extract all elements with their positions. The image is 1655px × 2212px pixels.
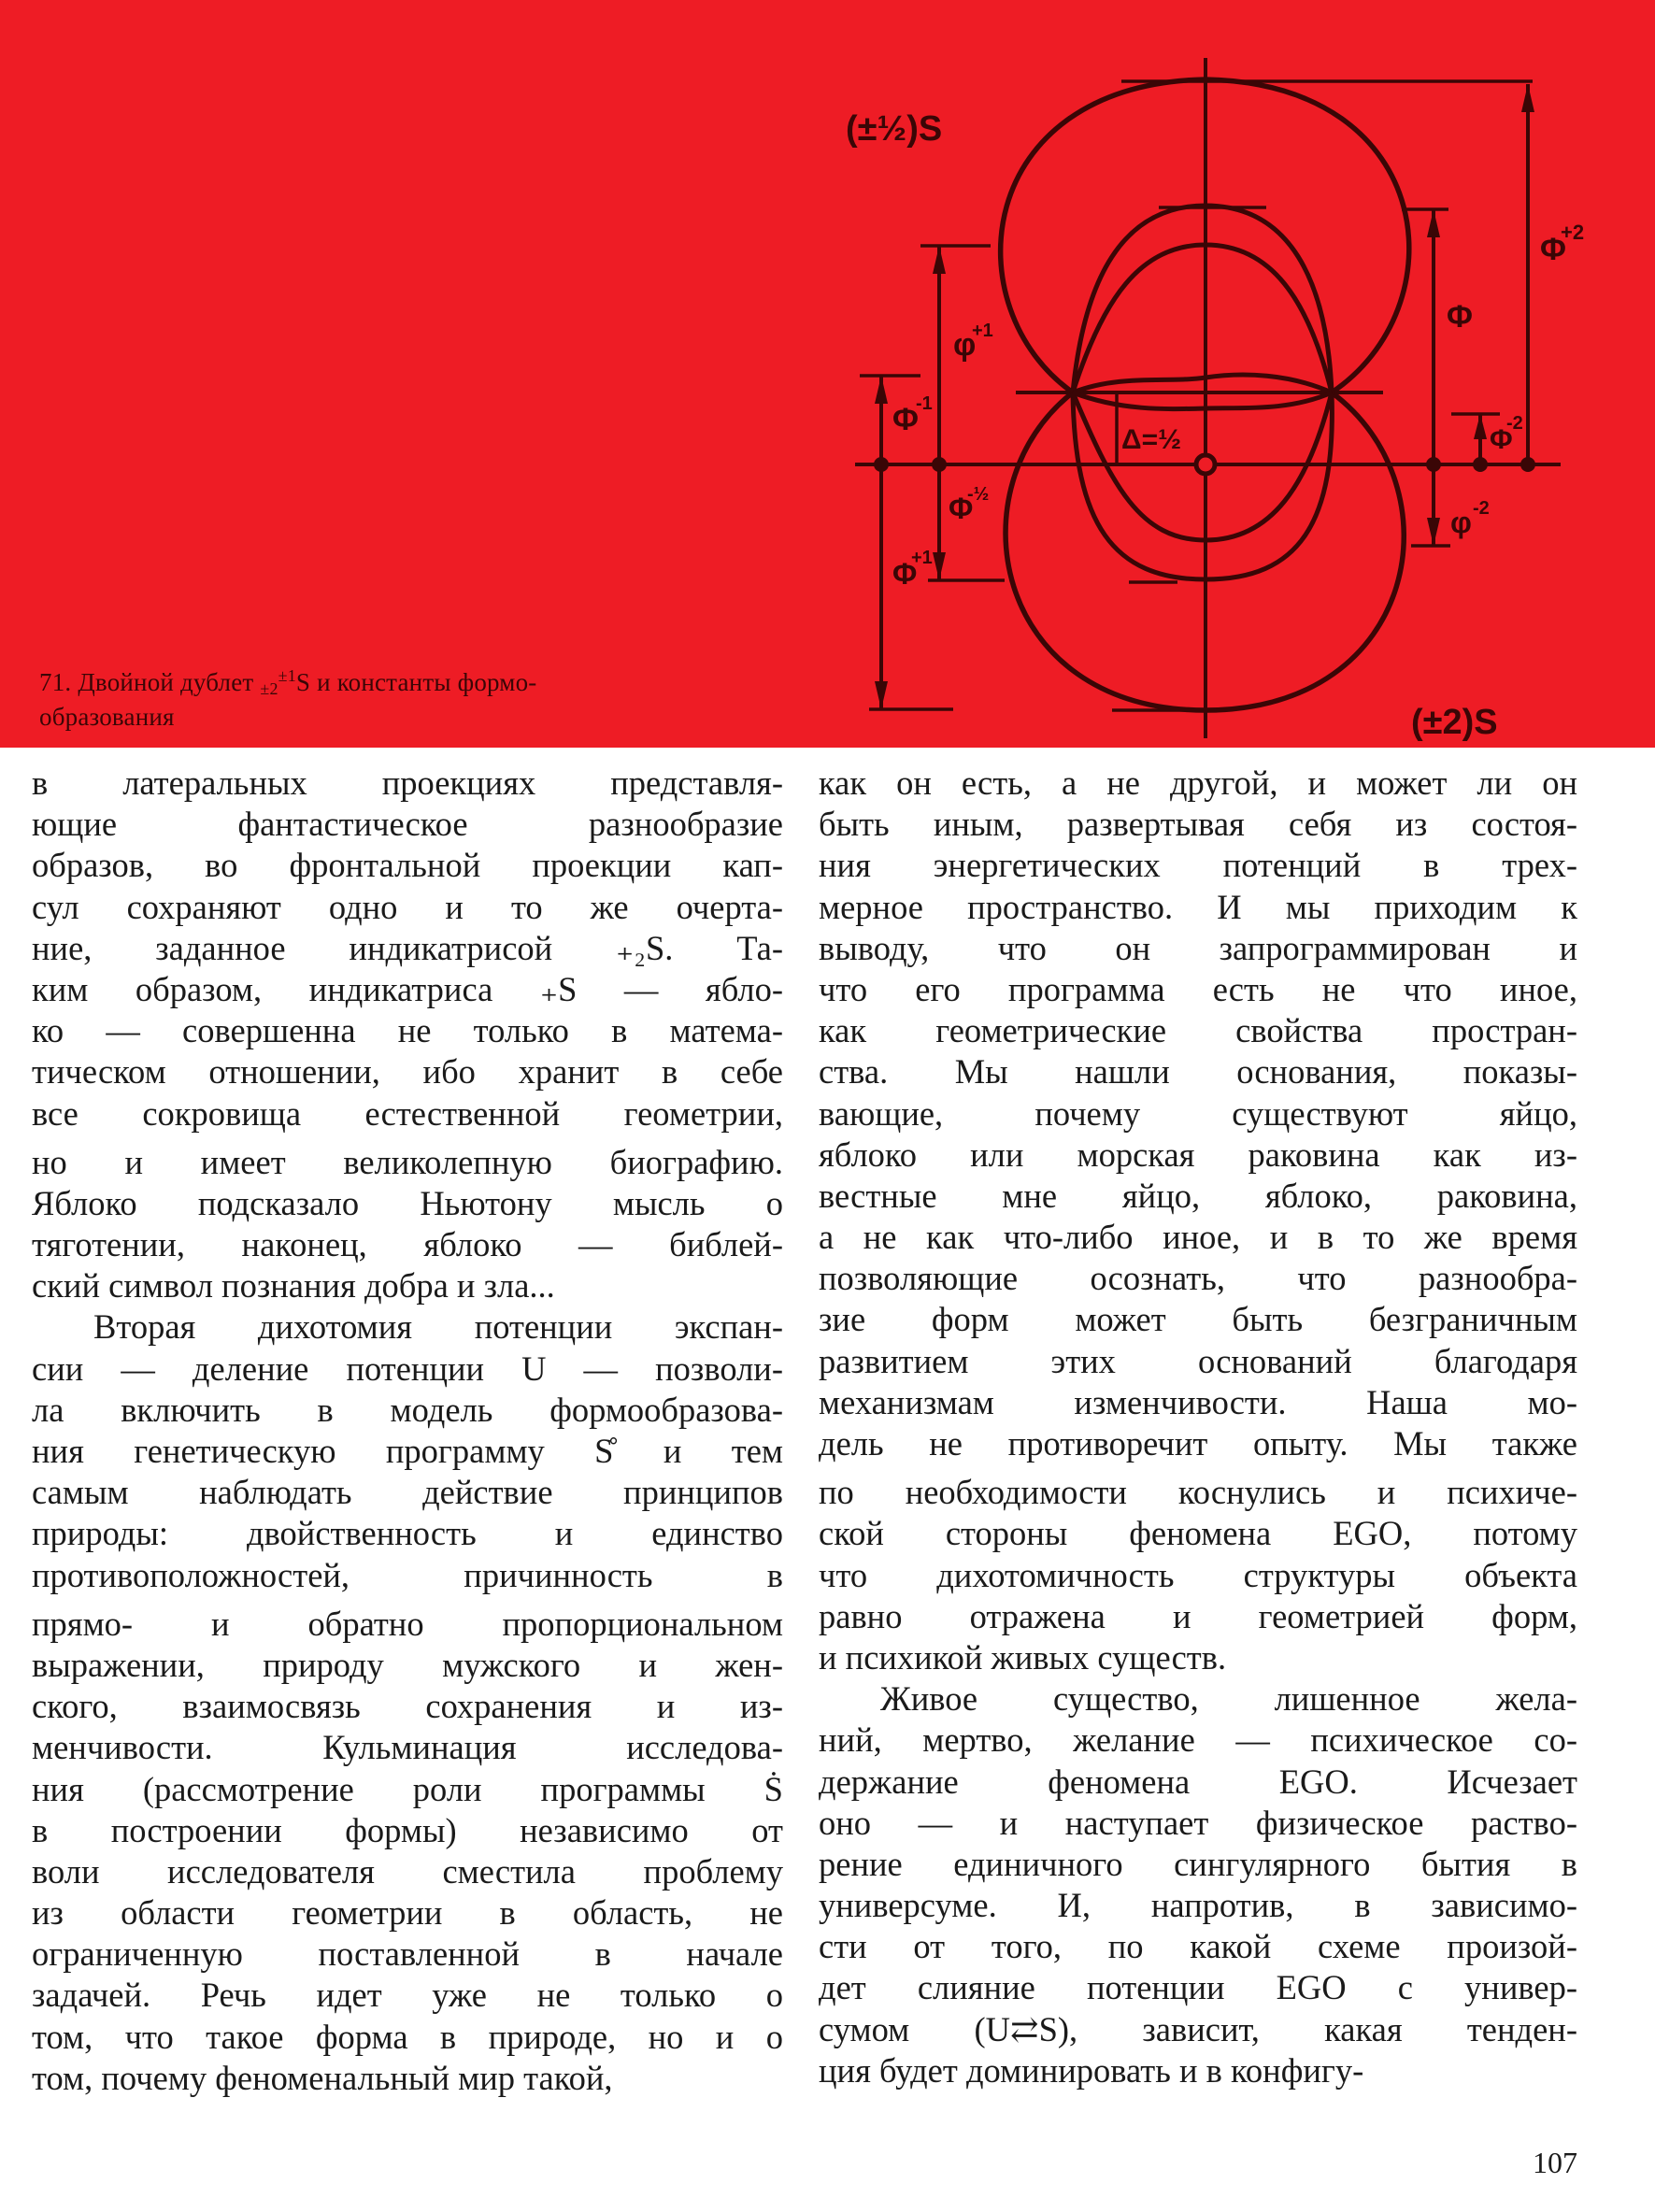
label-half-s: (±½)S xyxy=(846,109,943,149)
text-line: прямо- и обратно пропорциональном xyxy=(32,1604,783,1643)
center-point xyxy=(1196,455,1215,474)
label-phi-plus1-lower: Φ xyxy=(892,557,918,591)
arrow-down-icon xyxy=(875,681,888,709)
wavy-band-lower xyxy=(1073,392,1332,409)
text-line: а не как что-либо иное, и в то же время xyxy=(819,1218,1577,1257)
doublet-diagram xyxy=(0,0,1655,748)
text-line: что дихотомичность структуры объекта xyxy=(819,1555,1577,1594)
text-line: Вторая дихотомия потенции экспан- xyxy=(93,1307,783,1347)
text-line: универсуме. И, напротив, в зависимо- xyxy=(819,1886,1577,1925)
text-line: механизмам изменчивости. Наша мо- xyxy=(819,1382,1577,1421)
label-two-s: (±2)S xyxy=(1411,703,1498,742)
label-phi-minus1: Φ xyxy=(892,402,919,437)
text-line: ющие фантастическое разнообразие xyxy=(32,805,783,844)
text-line: противоположностей, причинность в xyxy=(32,1555,783,1594)
text-line: равно отражена и геометрией форм, xyxy=(819,1596,1577,1635)
text-line: Яблоко подсказало Ньютону мысль о xyxy=(32,1183,783,1222)
text-line: сул сохраняют одно и то же очерта- xyxy=(32,887,783,926)
text-line: развитием этих оснований благодаря xyxy=(819,1341,1577,1380)
caption-formula-sup: ±1 xyxy=(278,666,296,685)
text-line: ний, мертво, желание — психическое со- xyxy=(819,1720,1577,1760)
text-line: природы: двойственность и единство xyxy=(32,1514,783,1553)
caption-line2: образования xyxy=(39,703,175,731)
text-line: ской стороны феномена EGO, потому xyxy=(819,1514,1577,1553)
caption-formula-sub: ±2 xyxy=(260,679,278,698)
text-line: вестные мне яйцо, яблоко, раковина, xyxy=(819,1176,1577,1215)
arrow-up-icon xyxy=(1521,84,1534,112)
label-phi-minus2-lower: φ xyxy=(1450,506,1472,539)
text-line: ко — совершенна не только в матема- xyxy=(32,1011,783,1050)
axis-dot xyxy=(1520,457,1535,472)
wavy-band-upper xyxy=(1073,375,1332,392)
axis-dot xyxy=(1473,457,1488,472)
text-line: сии — деление потенции U — позволи- xyxy=(32,1349,783,1388)
text-line: держание феномена EGO. Исчезает xyxy=(819,1762,1577,1801)
text-line: вающие, почему существуют яйцо, xyxy=(819,1093,1577,1133)
text-line: самым наблюдать действие принципов xyxy=(32,1473,783,1512)
label-phi-minus-half: Φ xyxy=(949,492,974,525)
text-line: образов, во фронтальной проекции кап- xyxy=(32,846,783,885)
text-line: ция будет доминировать и в конфигу- xyxy=(819,2050,1364,2090)
arrow-up-icon xyxy=(875,376,888,404)
left-text-column xyxy=(32,763,783,2099)
arrow-down-icon xyxy=(1427,518,1440,546)
label-phi-minus1-exp: -1 xyxy=(916,393,933,414)
text-line: ограниченную поставленной в начале xyxy=(32,1934,783,1974)
text-line: в латеральных проекциях представля- xyxy=(32,763,783,802)
caption-formula-base: S xyxy=(295,668,311,696)
text-line: как он есть, а не другой, и может ли он xyxy=(819,763,1577,802)
text-line: мерное пространство. И мы приходим к xyxy=(819,887,1577,926)
label-phi-minus-half-exp: -½ xyxy=(967,484,990,505)
text-line: воли исследователя сместила проблему xyxy=(32,1851,783,1891)
label-phi-plus1-lower-exp: +1 xyxy=(911,548,933,568)
text-line: по необходимости коснулись и психиче- xyxy=(819,1473,1577,1512)
caption-text-after: и константы формо- xyxy=(317,668,537,696)
figure-panel xyxy=(0,0,1655,748)
text-line: дет слияние потенции EGO с универ- xyxy=(819,1968,1577,2007)
text-line: Живое существо, лишенное жела- xyxy=(880,1679,1577,1719)
text-line: задачей. Речь идет уже не только о xyxy=(32,1976,783,2015)
text-line: том, что такое форма в природе, но и о xyxy=(32,2017,783,2056)
text-line: ния генетическую программу S̊ и тем xyxy=(32,1432,783,1470)
right-text-column xyxy=(819,763,1577,2091)
text-line: оно — и наступает физическое раство- xyxy=(819,1803,1577,1842)
text-line: зие форм может быть безграничным xyxy=(819,1300,1577,1339)
label-phi-minus2-upper: Φ xyxy=(1490,424,1513,455)
text-line: выражении, природу мужского и жен- xyxy=(32,1645,783,1684)
text-line: том, почему феноменальный мир такой, xyxy=(32,2058,613,2097)
text-line: все сокровища естественной геометрии, xyxy=(32,1093,783,1133)
caption-number: 71. xyxy=(39,668,72,696)
text-line: как геометрические свойства простран- xyxy=(819,1011,1577,1050)
text-line: ние, заданное индикатрисой ₊₂S. Та- xyxy=(32,928,783,967)
text-line: ства. Мы нашли основания, показы- xyxy=(819,1052,1577,1092)
label-phi-plus2: Φ xyxy=(1540,232,1566,267)
upper-egg-inner xyxy=(1073,245,1332,392)
text-line: ния энергетических потенций в трех- xyxy=(819,846,1577,885)
axis-dot xyxy=(932,457,947,472)
arrow-down-icon xyxy=(933,552,946,580)
text-line: и психикой живых существ. xyxy=(819,1637,1227,1677)
text-line: ского, взаимосвязь сохранения и из- xyxy=(32,1687,783,1726)
label-phi-plus1-upper-exp: +1 xyxy=(972,321,993,341)
text-line: яблоко или морская раковина как из- xyxy=(819,1135,1577,1174)
text-line: ким образом, индикатриса ₊S — ябло- xyxy=(32,969,783,1008)
axis-dot xyxy=(1426,457,1441,472)
label-phi-plus2-exp: +2 xyxy=(1561,221,1585,244)
caption-text-before: Двойной дублет xyxy=(78,668,254,696)
axis-dot xyxy=(874,457,889,472)
figure-caption xyxy=(39,662,806,731)
text-line: из области геометрии в область, не xyxy=(32,1893,783,1933)
label-delta: Δ=½ xyxy=(1121,424,1182,455)
text-line: рение единичного сингулярного бытия в xyxy=(819,1844,1577,1883)
text-line: ский символ познания добра и зла... xyxy=(32,1266,555,1306)
text-line: тяготении, наконец, яблоко — библей- xyxy=(32,1225,783,1264)
text-line: ния (рассмотрение роли программы Ṡ xyxy=(32,1769,783,1808)
text-line: дель не противоречит опыту. Мы также xyxy=(819,1424,1577,1463)
page-number: 107 xyxy=(1533,2146,1577,2179)
text-line: но и имеет великолепную биографию. xyxy=(32,1142,783,1181)
text-line: в построении формы) независимо от xyxy=(32,1810,783,1849)
text-line: ла включить в модель формообразова- xyxy=(32,1390,783,1429)
arrow-up-icon xyxy=(933,246,946,274)
text-line: сумом (U⇄S), зависит, какая тенден- xyxy=(819,2009,1577,2048)
text-line: менчивости. Кульминация исследова- xyxy=(32,1728,783,1767)
text-line: быть иным, развертывая себя из состоя- xyxy=(819,805,1577,844)
text-line: что его программа есть не что иное, xyxy=(819,969,1577,1008)
arrow-up-icon xyxy=(1427,209,1440,237)
label-phi-minus2-lower-exp: -2 xyxy=(1473,498,1490,519)
label-phi-minus2-upper-exp: -2 xyxy=(1506,413,1523,434)
label-phi-center: Φ xyxy=(1447,299,1473,335)
text-line: выводу, что он запрограммирован и xyxy=(819,928,1577,967)
text-line: тическом отношении, ибо хранит в себе xyxy=(32,1052,783,1092)
text-line: позволяющие осознать, что разнообра- xyxy=(819,1259,1577,1298)
text-line: сти от того, по какой схеме произой- xyxy=(819,1927,1577,1966)
label-phi-plus1-upper: φ xyxy=(953,327,977,363)
arrow-up-icon xyxy=(1474,414,1487,439)
